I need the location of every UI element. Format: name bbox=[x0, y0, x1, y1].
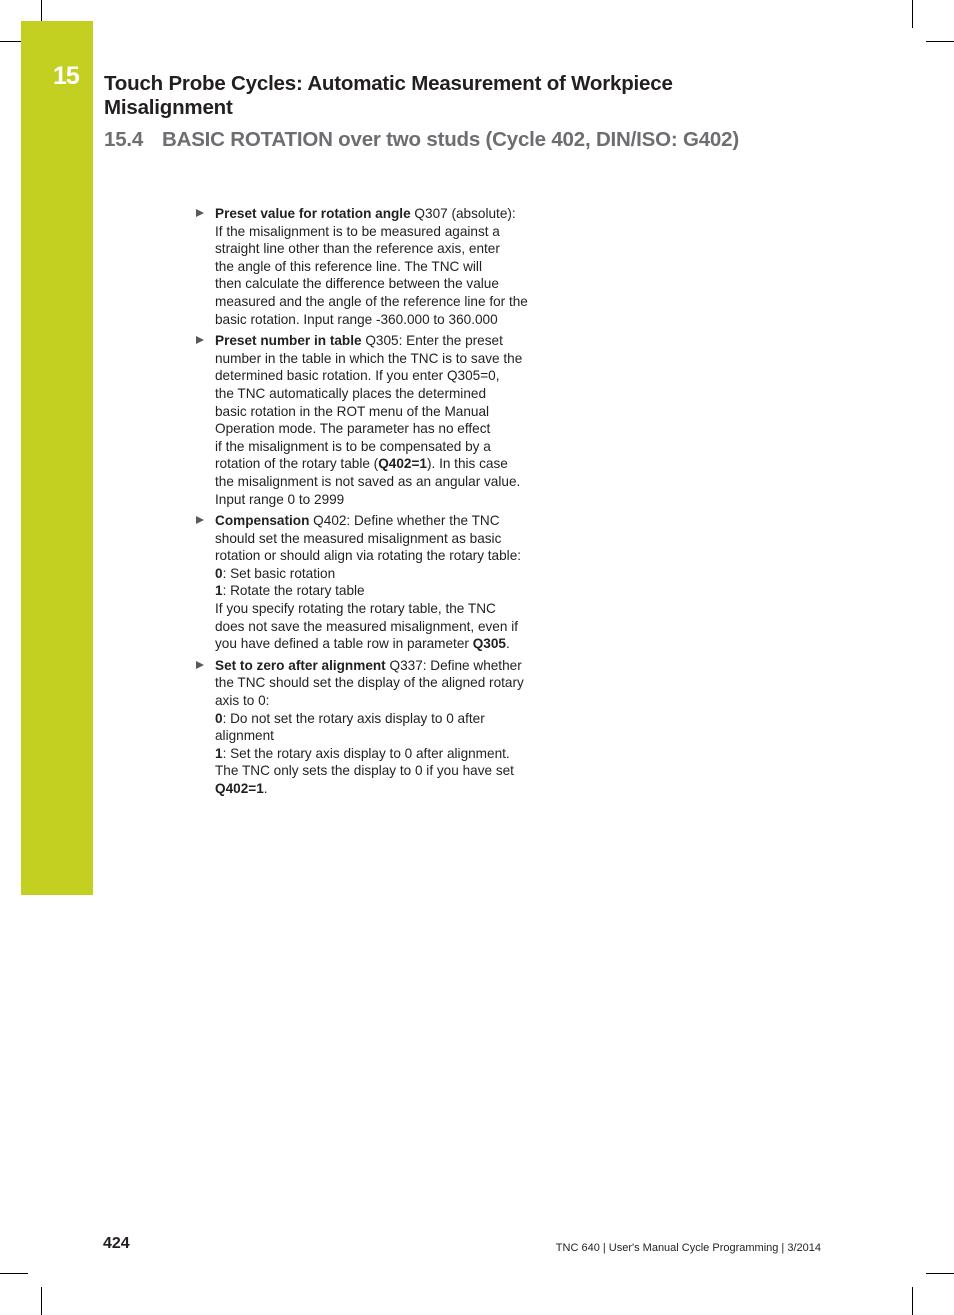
text: basic rotation. Input range -360.000 to 360.000 bbox=[215, 311, 498, 327]
text-line bbox=[215, 311, 575, 329]
parameter-item bbox=[195, 512, 575, 653]
section-title-text: BASIC ROTATION over two studs (Cycle 402, DIN/ISO: G402) bbox=[162, 128, 739, 151]
text-line bbox=[215, 780, 575, 798]
bold-text: Preset value for rotation angle bbox=[215, 206, 411, 221]
text-line bbox=[215, 473, 575, 491]
text: If you specify rotating the rotary table, the TNC bbox=[215, 601, 496, 617]
text: The TNC only sets the display to 0 if you have set bbox=[215, 763, 514, 779]
text-line bbox=[215, 762, 575, 780]
text: Operation mode. The parameter has no effect bbox=[215, 421, 491, 437]
text: : Set basic rotation bbox=[222, 565, 336, 581]
text-line bbox=[215, 293, 575, 311]
chapter-title-line: Touch Probe Cycles: Automatic Measurement of Workpiece bbox=[104, 72, 673, 95]
chapter-title bbox=[104, 72, 673, 120]
bullet-triangle-icon bbox=[196, 516, 204, 524]
bold-text: Set to zero after alignment bbox=[215, 657, 386, 673]
text-line bbox=[215, 745, 575, 763]
text: the angle of this reference line. The TNC will bbox=[215, 258, 482, 274]
bullet-triangle-icon bbox=[196, 336, 204, 344]
text: Q305: Enter the preset bbox=[361, 333, 503, 349]
section-number: 15.4 bbox=[104, 128, 144, 151]
text-line bbox=[215, 582, 575, 600]
text-line bbox=[215, 565, 575, 583]
bold-text: 1 bbox=[215, 745, 223, 761]
text: : Set the rotary axis display to 0 after alignment. bbox=[222, 745, 510, 761]
bold-text: Q305 bbox=[472, 636, 506, 652]
text: : Rotate the rotary table bbox=[222, 583, 365, 599]
text-line bbox=[215, 332, 575, 350]
text: determined basic rotation. If you enter Q305=0, bbox=[215, 368, 500, 384]
crop-mark bbox=[926, 41, 954, 42]
text-line bbox=[215, 710, 575, 728]
text-line bbox=[215, 512, 575, 530]
text: measured and the angle of the reference line for the bbox=[215, 293, 528, 309]
crop-mark bbox=[912, 0, 913, 28]
parameter-item bbox=[195, 205, 575, 328]
text: rotation or should align via rotating the rotary table: bbox=[215, 548, 522, 564]
crop-mark bbox=[912, 1287, 913, 1315]
bullet-triangle-icon bbox=[196, 661, 204, 669]
crop-mark bbox=[0, 41, 21, 42]
bold-text: Q402=1 bbox=[215, 781, 264, 796]
text: should set the measured misalignment as basic bbox=[215, 530, 502, 546]
text-line bbox=[215, 205, 575, 223]
bold-text: 1 bbox=[215, 583, 223, 599]
text-line bbox=[215, 367, 575, 385]
text: Q402: Define whether the TNC bbox=[309, 513, 500, 529]
text: axis to 0: bbox=[215, 693, 270, 709]
bold-text: Q402=1 bbox=[378, 456, 427, 472]
text: Input range 0 to 2999 bbox=[215, 491, 345, 507]
text: the TNC should set the display of the aligned rotary bbox=[215, 675, 524, 691]
chapter-title-line: Misalignment bbox=[104, 96, 233, 119]
text-line bbox=[215, 618, 575, 636]
text-line bbox=[215, 223, 575, 241]
chapter-tab bbox=[21, 21, 93, 895]
text: Q337: Define whether bbox=[385, 657, 522, 673]
bullet-triangle-icon bbox=[196, 209, 204, 217]
text-line bbox=[215, 674, 575, 692]
text: If the misalignment is to be measured against a bbox=[215, 223, 500, 239]
text: : Do not set the rotary axis display to 0 after bbox=[222, 710, 485, 726]
bold-text: Preset number in table bbox=[215, 333, 362, 349]
text: Q307 (absolute): bbox=[410, 206, 516, 221]
parameter-list bbox=[195, 205, 575, 802]
crop-mark bbox=[0, 1273, 28, 1274]
chapter-number: 15 bbox=[53, 62, 79, 90]
text-line bbox=[215, 635, 575, 653]
text-line bbox=[215, 530, 575, 548]
text-line bbox=[215, 692, 575, 710]
text: the TNC automatically places the determined bbox=[215, 385, 487, 401]
text: straight line other than the reference axis, enter bbox=[215, 241, 500, 257]
bold-text: Compensation bbox=[215, 513, 310, 529]
text-line bbox=[215, 438, 575, 456]
text-line bbox=[215, 240, 575, 258]
text: does not save the measured misalignment, even if bbox=[215, 618, 519, 634]
section-title bbox=[104, 128, 739, 152]
crop-mark bbox=[926, 1273, 954, 1274]
text-line bbox=[215, 275, 575, 293]
parameter-item bbox=[195, 657, 575, 798]
text-line bbox=[215, 385, 575, 403]
bold-text: 0 bbox=[215, 565, 223, 581]
text: . bbox=[263, 781, 268, 796]
crop-mark bbox=[41, 0, 42, 21]
text-line bbox=[215, 420, 575, 438]
text-line bbox=[215, 600, 575, 618]
text-line bbox=[215, 491, 575, 509]
text: basic rotation in the ROT menu of the Manual bbox=[215, 403, 490, 419]
text-line bbox=[215, 350, 575, 368]
text-line bbox=[215, 258, 575, 276]
text: rotation of the rotary table ( bbox=[215, 456, 379, 472]
text: number in the table in which the TNC is to save the bbox=[215, 350, 523, 366]
footer-text: TNC 640 | User's Manual Cycle Programming | 3/2014 bbox=[555, 1242, 821, 1254]
text: you have defined a table row in parameter bbox=[215, 636, 473, 652]
text-line bbox=[215, 455, 575, 473]
text: the misalignment is not saved as an angular value. bbox=[215, 473, 521, 489]
page-number: 424 bbox=[103, 1235, 130, 1252]
text: if the misalignment is to be compensated by a bbox=[215, 438, 491, 454]
text: alignment bbox=[215, 728, 274, 744]
crop-mark bbox=[41, 1287, 42, 1315]
text-line bbox=[215, 403, 575, 421]
text-line bbox=[215, 657, 575, 675]
text-line bbox=[215, 547, 575, 565]
text-line bbox=[215, 727, 575, 745]
parameter-item bbox=[195, 332, 575, 508]
text: then calculate the difference between the value bbox=[215, 276, 499, 292]
text: ). In this case bbox=[426, 456, 508, 472]
bold-text: 0 bbox=[215, 710, 223, 726]
text: . bbox=[505, 636, 510, 652]
